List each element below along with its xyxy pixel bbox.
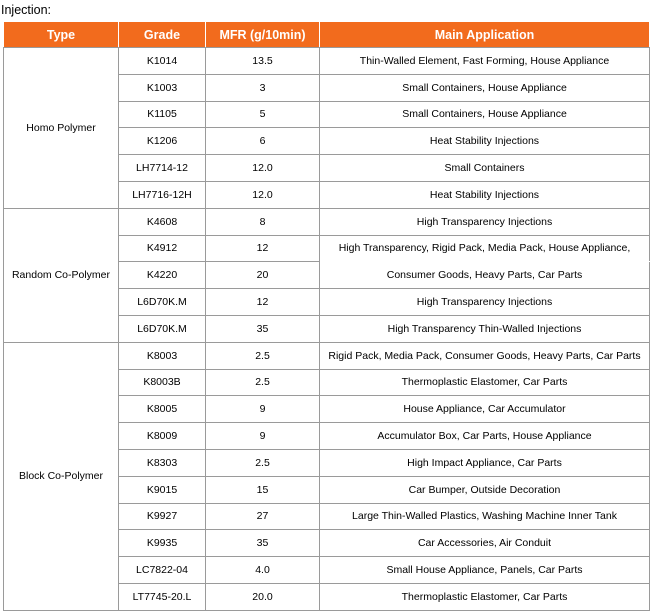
grade-cell: K8003 (119, 342, 206, 369)
mfr-cell: 2.5 (206, 449, 320, 476)
application-cell: Thermoplastic Elastomer, Car Parts (320, 369, 650, 396)
mfr-cell: 2.5 (206, 342, 320, 369)
grade-cell: K9935 (119, 530, 206, 557)
grade-cell: K9015 (119, 476, 206, 503)
grade-cell: LH7714-12 (119, 155, 206, 182)
column-header-type: Type (4, 22, 119, 48)
grade-cell: L6D70K.M (119, 315, 206, 342)
application-cell: Small Containers, House Appliance (320, 74, 650, 101)
grade-cell: LH7716-12H (119, 181, 206, 208)
application-cell: Consumer Goods, Heavy Parts, Car Parts (320, 262, 650, 289)
mfr-cell: 35 (206, 530, 320, 557)
application-cell: High Transparency Thin-Walled Injections (320, 315, 650, 342)
mfr-cell: 4.0 (206, 557, 320, 584)
application-cell: High Transparency Injections (320, 208, 650, 235)
application-cell: Small Containers, House Appliance (320, 101, 650, 128)
application-cell: Thin-Walled Element, Fast Forming, House Appliance (320, 48, 650, 75)
grade-cell: LT7745-20.L (119, 583, 206, 610)
mfr-cell: 12.0 (206, 155, 320, 182)
mfr-cell: 5 (206, 101, 320, 128)
grade-cell: K1014 (119, 48, 206, 75)
application-cell: High Transparency Injections (320, 289, 650, 316)
application-cell: Small Containers (320, 155, 650, 182)
grade-cell: K8303 (119, 449, 206, 476)
mfr-cell: 8 (206, 208, 320, 235)
application-cell: Large Thin-Walled Plastics, Washing Machine Inner Tank (320, 503, 650, 530)
application-cell: Car Bumper, Outside Decoration (320, 476, 650, 503)
mfr-cell: 9 (206, 396, 320, 423)
application-cell: Accumulator Box, Car Parts, House Appliance (320, 423, 650, 450)
grade-cell: LC7822-04 (119, 557, 206, 584)
grade-cell: K1105 (119, 101, 206, 128)
application-cell: Car Accessories, Air Conduit (320, 530, 650, 557)
mfr-cell: 27 (206, 503, 320, 530)
application-cell: Heat Stability Injections (320, 128, 650, 155)
application-cell: Small House Appliance, Panels, Car Parts (320, 557, 650, 584)
grade-cell: K4608 (119, 208, 206, 235)
column-header-application: Main Application (320, 22, 650, 48)
table-row (4, 48, 650, 75)
grade-cell: K1206 (119, 128, 206, 155)
mfr-cell: 2.5 (206, 369, 320, 396)
grade-cell: K4220 (119, 262, 206, 289)
mfr-cell: 20 (206, 262, 320, 289)
mfr-cell: 15 (206, 476, 320, 503)
column-header-grade: Grade (119, 22, 206, 48)
mfr-cell: 13.5 (206, 48, 320, 75)
application-cell: Heat Stability Injections (320, 181, 650, 208)
injection-grades-table (3, 21, 650, 611)
mfr-cell: 6 (206, 128, 320, 155)
mfr-cell: 12 (206, 289, 320, 316)
grade-cell: K8009 (119, 423, 206, 450)
mfr-cell: 20.0 (206, 583, 320, 610)
table-body (4, 48, 650, 611)
grade-cell: K1003 (119, 74, 206, 101)
mfr-cell: 9 (206, 423, 320, 450)
grade-cell: K4912 (119, 235, 206, 262)
type-cell: Random Co-Polymer (4, 208, 119, 342)
table-header-row (4, 22, 650, 48)
grade-cell: L6D70K.M (119, 289, 206, 316)
application-cell: Thermoplastic Elastomer, Car Parts (320, 583, 650, 610)
table-row (4, 342, 650, 369)
grade-cell: K8005 (119, 396, 206, 423)
application-cell: Rigid Pack, Media Pack, Consumer Goods, Heavy Parts, Car Parts (320, 342, 650, 369)
type-cell: Block Co-Polymer (4, 342, 119, 610)
mfr-cell: 12 (206, 235, 320, 262)
application-cell: High Transparency, Rigid Pack, Media Pack, House Appliance, (320, 235, 650, 262)
application-cell: High Impact Appliance, Car Parts (320, 449, 650, 476)
grade-cell: K9927 (119, 503, 206, 530)
application-cell: House Appliance, Car Accumulator (320, 396, 650, 423)
column-header-mfr: MFR (g/10min) (206, 22, 320, 48)
table-row (4, 208, 650, 235)
mfr-cell: 35 (206, 315, 320, 342)
mfr-cell: 3 (206, 74, 320, 101)
section-caption: Injection: (1, 3, 52, 17)
mfr-cell: 12.0 (206, 181, 320, 208)
grade-cell: K8003B (119, 369, 206, 396)
type-cell: Homo Polymer (4, 48, 119, 209)
